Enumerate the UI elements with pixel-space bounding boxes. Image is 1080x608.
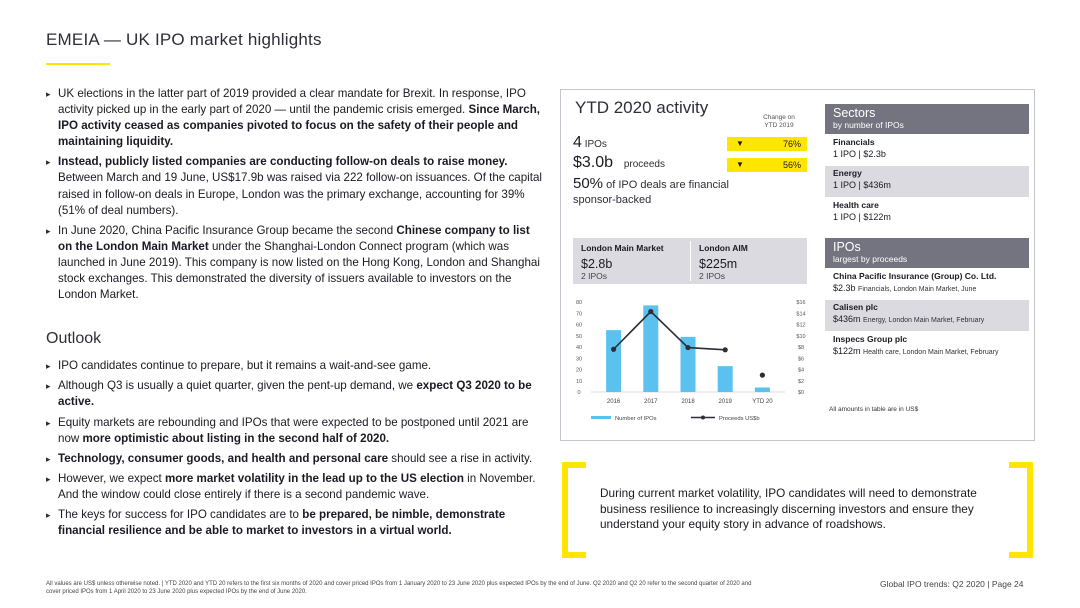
ipos-title: IPOs <box>833 240 861 254</box>
sector-item <box>825 198 1029 229</box>
ipos-stat <box>573 134 607 152</box>
ipo-item <box>825 332 1029 363</box>
ipo-item <box>825 269 1029 300</box>
amounts-note: All amounts in table are in US$ <box>829 406 919 413</box>
bullet-text: Instead, publicly listed companies are conducting follow-on deals to raise money. <box>58 155 508 169</box>
legend-swatch-bars <box>591 416 611 419</box>
ipo-detail <box>833 283 1029 293</box>
point-proceeds <box>685 345 690 350</box>
bar-number-of-ipos <box>606 330 621 392</box>
sponsor-value: 50% <box>573 175 604 192</box>
sectors-subtitle: by number of IPOs <box>833 120 904 130</box>
y-left-tick-label: 40 <box>575 345 583 351</box>
x-tick-label: 2016 <box>606 399 621 405</box>
x-tick-label: 2017 <box>644 399 658 405</box>
x-tick-label: 2019 <box>718 399 732 405</box>
legend-label: Number of IPOs <box>615 416 657 422</box>
point-proceeds <box>611 347 616 352</box>
y-left-tick-label: 80 <box>575 300 583 306</box>
ipo-item <box>825 300 1029 331</box>
bullet-text: should see a rise in activity. <box>388 451 533 465</box>
bar-number-of-ipos <box>643 305 658 392</box>
ipo-name: China Pacific Insurance (Group) Co. Ltd. <box>833 271 997 281</box>
exchange-count: 2 IPOs <box>581 271 607 281</box>
exchange-amount: $2.8b <box>581 257 613 271</box>
bullet-text: The keys for success for IPO candidates are to <box>58 507 303 521</box>
y-right-tick-label: $8 <box>797 345 805 351</box>
proceeds-change-badge <box>727 158 807 172</box>
ipos-subtitle: largest by proceeds <box>833 254 908 264</box>
right-bracket <box>1009 462 1033 558</box>
down-arrow-icon: ▼ <box>736 139 744 148</box>
left-column <box>46 86 542 543</box>
exchange-main-market <box>573 238 690 284</box>
outlook-heading: Outlook <box>46 330 102 348</box>
bullet-text: Between March and 19 June, US$17.9b was raised via 222 follow-on issuances. Of the capital raised in follow-on deals in Europe, London was the primary exchange, accounting for 39% (51% of deal numbers). <box>58 171 542 217</box>
page-footer: Global IPO trends: Q2 2020 | Page 24 <box>880 579 1024 589</box>
left-bracket <box>562 462 586 558</box>
y-left-tick-label: 0 <box>577 390 581 396</box>
exchange-amount: $225m <box>699 257 738 271</box>
page-title: EMEIA — UK IPO market highlights <box>46 30 322 49</box>
sector-item <box>825 135 1029 166</box>
sectors-title: Sectors <box>833 106 876 120</box>
y-right-tick-label: $16 <box>796 300 806 306</box>
y-left-tick-label: 10 <box>575 378 583 385</box>
y-right-tick-label: $12 <box>796 322 806 329</box>
sector-detail: 1 IPO | $122m <box>833 212 891 222</box>
highlights-list <box>46 86 542 303</box>
bullet-text: Since March, IPO activity ceased as companies pivoted to focus on the safety of their people and maintaining liquidity. <box>58 103 541 149</box>
ipos-value: 4 <box>573 134 582 151</box>
bullet-item <box>46 223 542 303</box>
y-right-tick-label: $0 <box>797 390 805 396</box>
sponsor-stat <box>573 176 753 208</box>
y-left-tick-label: 30 <box>575 356 583 363</box>
change-label: Change on YTD 2019 <box>763 114 795 129</box>
sector-name: Energy <box>833 168 862 178</box>
proceeds-label: proceeds <box>623 159 665 170</box>
ipo-trend-chart <box>565 294 815 434</box>
sector-detail: 1 IPO | $2.3b <box>833 149 886 159</box>
y-left-tick-label: 50 <box>575 333 583 340</box>
bullet-text: in November. And the window could close entirely if there is a second pandemic wave. <box>58 471 536 501</box>
y-right-tick-label: $2 <box>797 378 805 385</box>
bullet-text: IPO candidates continue to prepare, but it remains a wait-and-see game. <box>58 359 432 373</box>
bullet-item <box>46 378 542 410</box>
sector-name: Health care <box>833 200 879 210</box>
exchange-aim <box>691 238 808 284</box>
ipo-desc: Financials, London Main Market, June <box>858 286 977 293</box>
bullet-text: Although Q3 is usually a quiet quarter, given the pent-up demand, we <box>58 379 417 393</box>
bullet-text: expect Q3 2020 to be active. <box>58 379 532 409</box>
y-right-tick-label: $6 <box>797 356 805 363</box>
ipos-change-badge <box>727 137 807 151</box>
ipos-change-value: 76% <box>782 139 801 149</box>
ipos-header <box>825 238 1029 268</box>
ipos-label: IPOs <box>584 139 607 150</box>
line-proceeds <box>614 312 726 350</box>
bullet-text: more optimistic about listing in the second half of 2020. <box>82 431 390 445</box>
y-left-tick-label: 60 <box>575 322 583 329</box>
title-accent-rule <box>46 63 110 65</box>
legend-label: Proceeds US$b <box>719 416 760 422</box>
y-left-tick-label: 70 <box>575 311 583 318</box>
bullet-text: In June 2020, China Pacific Insurance Group became the second <box>58 223 397 237</box>
bullet-item <box>46 507 542 539</box>
point-proceeds <box>648 309 653 314</box>
bullet-item <box>46 358 542 374</box>
sector-detail: 1 IPO | $436m <box>833 180 891 190</box>
ipo-desc: Health care, London Main Market, February <box>863 349 999 356</box>
outlook-list <box>46 358 542 539</box>
bullet-item <box>46 451 542 467</box>
legend-swatch-dot <box>701 416 705 420</box>
point-proceeds <box>760 373 765 378</box>
exchange-name: London Main Market <box>581 243 664 253</box>
bullet-item <box>46 471 542 503</box>
ipo-detail <box>833 314 1029 324</box>
proceeds-change-value: 56% <box>782 160 801 170</box>
ipo-amount: $2.3b <box>833 283 856 293</box>
y-left-tick-label: 20 <box>575 367 583 374</box>
sponsor-text: of IPO deals are financial sponsor-backed <box>573 179 729 206</box>
bullet-text: more market volatility in the lead up to the US election <box>164 471 464 485</box>
bullet-text: UK elections in the latter part of 2019 provided a clear mandate for Brexit. In response, IPO activity picked up in the early part of 2020 — until the pandemic crisis emerged. <box>58 87 526 117</box>
ipo-name: Calisen plc <box>833 302 878 312</box>
sector-item <box>825 166 1029 197</box>
ytd-title: YTD 2020 activity <box>575 98 709 117</box>
ipo-detail <box>833 346 1029 356</box>
x-tick-label: YTD 20 <box>752 399 773 405</box>
bullet-item <box>46 86 542 150</box>
footnote: All values are US$ unless otherwise noted. | YTD 2020 and YTD 20 refers to the first six months of 2020 and cover priced IPOs from 1 January 2020 to 23 June 2020 plus expected IPOs by the end of June. Q2 2020 and Q2 20 refer to the second quarter of 2020 and cover priced IPOs from 1 April 2020 to 23 June 2020 plus expected IPOs by the end of June 2020. <box>46 581 752 595</box>
ipo-amount: $122m <box>833 346 861 356</box>
ipo-name: Inspecs Group plc <box>833 334 908 344</box>
exchange-name: London AIM <box>699 243 748 253</box>
point-proceeds <box>723 347 728 352</box>
sectors-header <box>825 104 1029 134</box>
ytd-panel <box>560 89 1035 441</box>
exchanges-box <box>573 238 807 284</box>
callout-text: During current market volatility, IPO candidates will need to demonstrate business resilience to increasingly discerning investors and ensure they understand your equity story in advance of roadshows. <box>600 486 977 531</box>
bullet-text: be prepared, be nimble, demonstrate financial resilience and be able to market to investors in a virtual world. <box>58 507 506 538</box>
bullet-item <box>46 154 542 218</box>
bullet-text: However, we expect <box>58 471 165 485</box>
y-right-tick-label: $10 <box>796 333 806 340</box>
exchange-count: 2 IPOs <box>699 271 725 281</box>
bar-number-of-ipos <box>755 388 770 393</box>
y-right-tick-label: $14 <box>796 311 806 318</box>
proceeds-stat <box>573 154 665 172</box>
bar-number-of-ipos <box>718 366 733 392</box>
ipo-amount: $436m <box>833 314 861 324</box>
down-arrow-icon: ▼ <box>736 160 744 169</box>
x-tick-label: 2018 <box>681 399 695 405</box>
bullet-text: Technology, consumer goods, and health and personal care <box>58 451 389 465</box>
y-right-tick-label: $4 <box>797 367 805 374</box>
bullet-text: under the Shanghai-London Connect program (which was launched in June 2019). This company is now listed on the Hong Kong, London and Shanghai stock exchanges. This demonstrated the diversity of issuers available to investors on the London Market. <box>58 239 540 302</box>
bullet-text: Chinese company to list on the London Main Market <box>58 223 530 253</box>
bullet-item <box>46 415 542 447</box>
proceeds-value: $3.0b <box>573 154 614 171</box>
ipo-desc: Energy, London Main Market, February <box>863 317 985 324</box>
sector-name: Financials <box>833 137 875 147</box>
bullet-text: Equity markets are rebounding and IPOs that were expected to be postponed until 2021 are now <box>58 415 529 445</box>
